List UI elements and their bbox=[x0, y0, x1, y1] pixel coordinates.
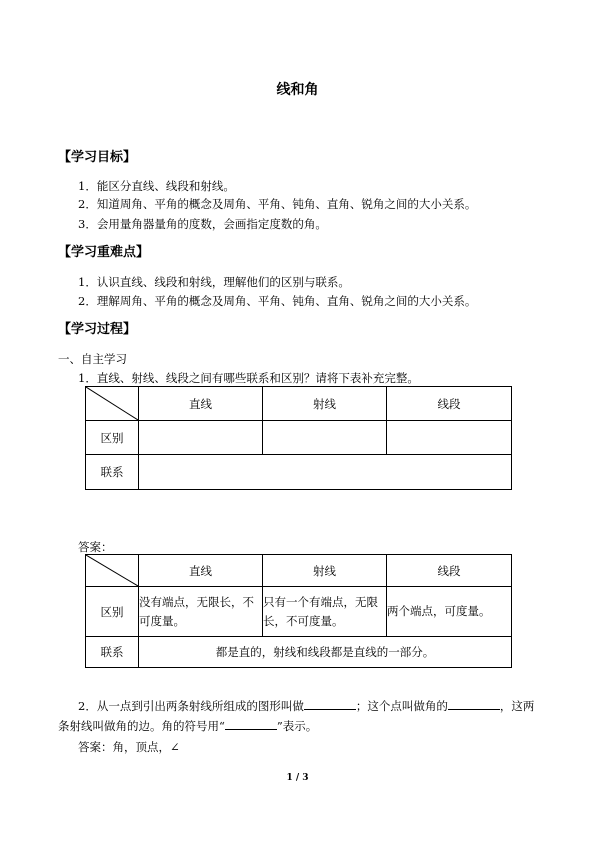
answer-label: 答案： bbox=[78, 540, 113, 554]
header-ray: 射线 bbox=[263, 555, 387, 587]
answer-cell-segment: 两个端点，可度量。 bbox=[387, 587, 512, 637]
header-line: 直线 bbox=[139, 555, 263, 587]
header-segment: 线段 bbox=[387, 555, 512, 587]
answer-cell-ray: 只有一个有端点，无限长，不可度量。 bbox=[263, 587, 387, 637]
q2-text-d: 条射线叫做角的边。角的符号用“ bbox=[58, 719, 225, 733]
question-1: 1．直线、射线、线段之间有哪些联系和区别？请将下表补充完整。 bbox=[78, 371, 419, 385]
objective-item-3: 3．会用量角器量角的度数，会画指定度数的角。 bbox=[78, 217, 327, 231]
q2-text-a: 2．从一点到引出两条射线所组成的图形叫做 bbox=[78, 699, 304, 713]
page-number: 1 / 3 bbox=[286, 773, 309, 783]
objective-item-2: 2．知道周角、平角的概念及周角、平角、钝角、直角、锐角之间的大小关系。 bbox=[78, 197, 477, 211]
answer-table bbox=[85, 554, 512, 668]
answer-blank[interactable] bbox=[448, 697, 500, 710]
row-label-difference: 区别 bbox=[86, 587, 139, 637]
key-point-item-1: 1．认识直线、线段和射线，理解他们的区别与联系。 bbox=[78, 275, 350, 289]
objective-item-1: 1．能区分直线、线段和射线。 bbox=[78, 179, 235, 193]
q2-text-c: ，这两 bbox=[499, 699, 535, 713]
question-2-answer: 答案：角，顶点，∠ bbox=[78, 740, 180, 754]
cell-empty bbox=[139, 455, 512, 490]
header-line: 直线 bbox=[139, 387, 263, 421]
part-self-study: 一、自主学习 bbox=[58, 352, 127, 366]
key-points-heading: 【学习重难点】 bbox=[58, 245, 150, 260]
answer-blank[interactable] bbox=[304, 697, 356, 710]
cell-empty bbox=[387, 421, 512, 455]
header-segment: 线段 bbox=[387, 387, 512, 421]
process-heading: 【学习过程】 bbox=[58, 322, 137, 337]
objectives-heading: 【学习目标】 bbox=[58, 150, 137, 165]
question-2-line-2 bbox=[58, 717, 317, 734]
table-corner bbox=[86, 387, 139, 421]
answer-cell-line: 没有端点，无限长，不可度量。 bbox=[139, 587, 263, 637]
row-label-relation: 联系 bbox=[86, 455, 139, 490]
diagonal-line bbox=[86, 387, 138, 420]
row-label-relation: 联系 bbox=[86, 637, 139, 668]
header-ray: 射线 bbox=[263, 387, 387, 421]
row-label-difference: 区别 bbox=[86, 421, 139, 455]
question-table bbox=[85, 386, 512, 490]
key-point-item-2: 2．理解周角、平角的概念及周角、平角、钝角、直角、锐角之间的大小关系。 bbox=[78, 294, 477, 308]
cell-empty bbox=[139, 421, 263, 455]
cell-empty bbox=[263, 421, 387, 455]
q2-text-b: ；这个点叫做角的 bbox=[355, 699, 448, 713]
page-title: 线和角 bbox=[276, 82, 319, 98]
answer-cell-relation: 都是直的，射线和线段都是直线的一部分。 bbox=[139, 637, 512, 668]
answer-blank[interactable] bbox=[225, 717, 277, 730]
question-2-line-1 bbox=[78, 697, 534, 714]
diagonal-line bbox=[86, 555, 138, 586]
q2-text-e: ”表示。 bbox=[276, 719, 318, 733]
table-corner bbox=[86, 555, 139, 587]
